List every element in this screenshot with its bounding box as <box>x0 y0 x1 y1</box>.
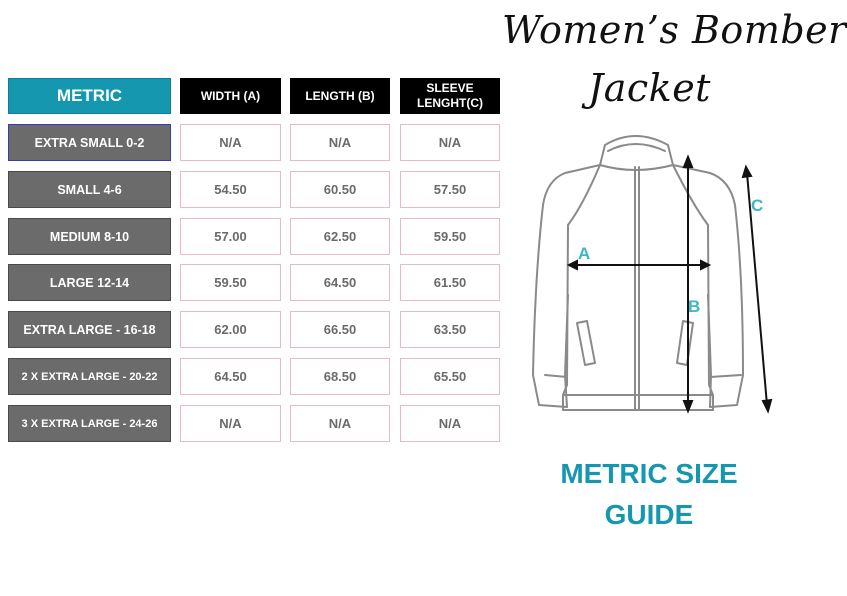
measure-label-c: C <box>751 196 764 215</box>
title-line-1: Women’s Bomber <box>502 8 847 52</box>
measure-label-a: A <box>578 244 591 263</box>
metric-header: METRIC <box>8 78 171 114</box>
measurement-cell: N/A <box>290 405 390 442</box>
measurement-cell: 64.50 <box>180 358 281 395</box>
measurement-cell: 63.50 <box>400 311 500 348</box>
guide-caption-line-1: METRIC SIZE <box>560 458 738 489</box>
size-label: 2 X EXTRA LARGE - 20-22 <box>8 358 171 395</box>
column-header-sleeve: SLEEVE LENGHT(C) <box>400 78 500 114</box>
size-label: EXTRA LARGE - 16-18 <box>8 311 171 348</box>
size-label: SMALL 4-6 <box>8 171 171 208</box>
measurement-cell: N/A <box>180 405 281 442</box>
measurement-cell: 68.50 <box>290 358 390 395</box>
size-label: 3 X EXTRA LARGE - 24-26 <box>8 405 171 442</box>
size-label: EXTRA SMALL 0-2 <box>8 124 171 161</box>
measurement-cell: N/A <box>290 124 390 161</box>
guide-caption-line-2: GUIDE <box>604 499 694 530</box>
measurement-cell: 57.00 <box>180 218 281 255</box>
jacket-diagram <box>505 125 785 425</box>
measurement-cell: 64.50 <box>290 264 390 301</box>
measurement-cell: 59.50 <box>400 218 500 255</box>
size-label: MEDIUM 8-10 <box>8 218 171 255</box>
measurement-cell: 57.50 <box>400 171 500 208</box>
measurement-cell: N/A <box>180 124 281 161</box>
size-label: LARGE 12-14 <box>8 264 171 301</box>
measurement-cell: 54.50 <box>180 171 281 208</box>
column-header-width: WIDTH (A) <box>180 78 281 114</box>
title-line-2: Jacket <box>588 66 711 110</box>
column-header-length: LENGTH (B) <box>290 78 390 114</box>
measurement-cell: 61.50 <box>400 264 500 301</box>
measurement-cell: 60.50 <box>290 171 390 208</box>
measurement-cell: N/A <box>400 124 500 161</box>
measurement-cell: 66.50 <box>290 311 390 348</box>
measurement-cell: N/A <box>400 405 500 442</box>
measure-label-b: B <box>688 297 701 316</box>
measurement-cell: 59.50 <box>180 264 281 301</box>
measurement-cell: 62.50 <box>290 218 390 255</box>
measurement-cell: 62.00 <box>180 311 281 348</box>
measurement-cell: 65.50 <box>400 358 500 395</box>
